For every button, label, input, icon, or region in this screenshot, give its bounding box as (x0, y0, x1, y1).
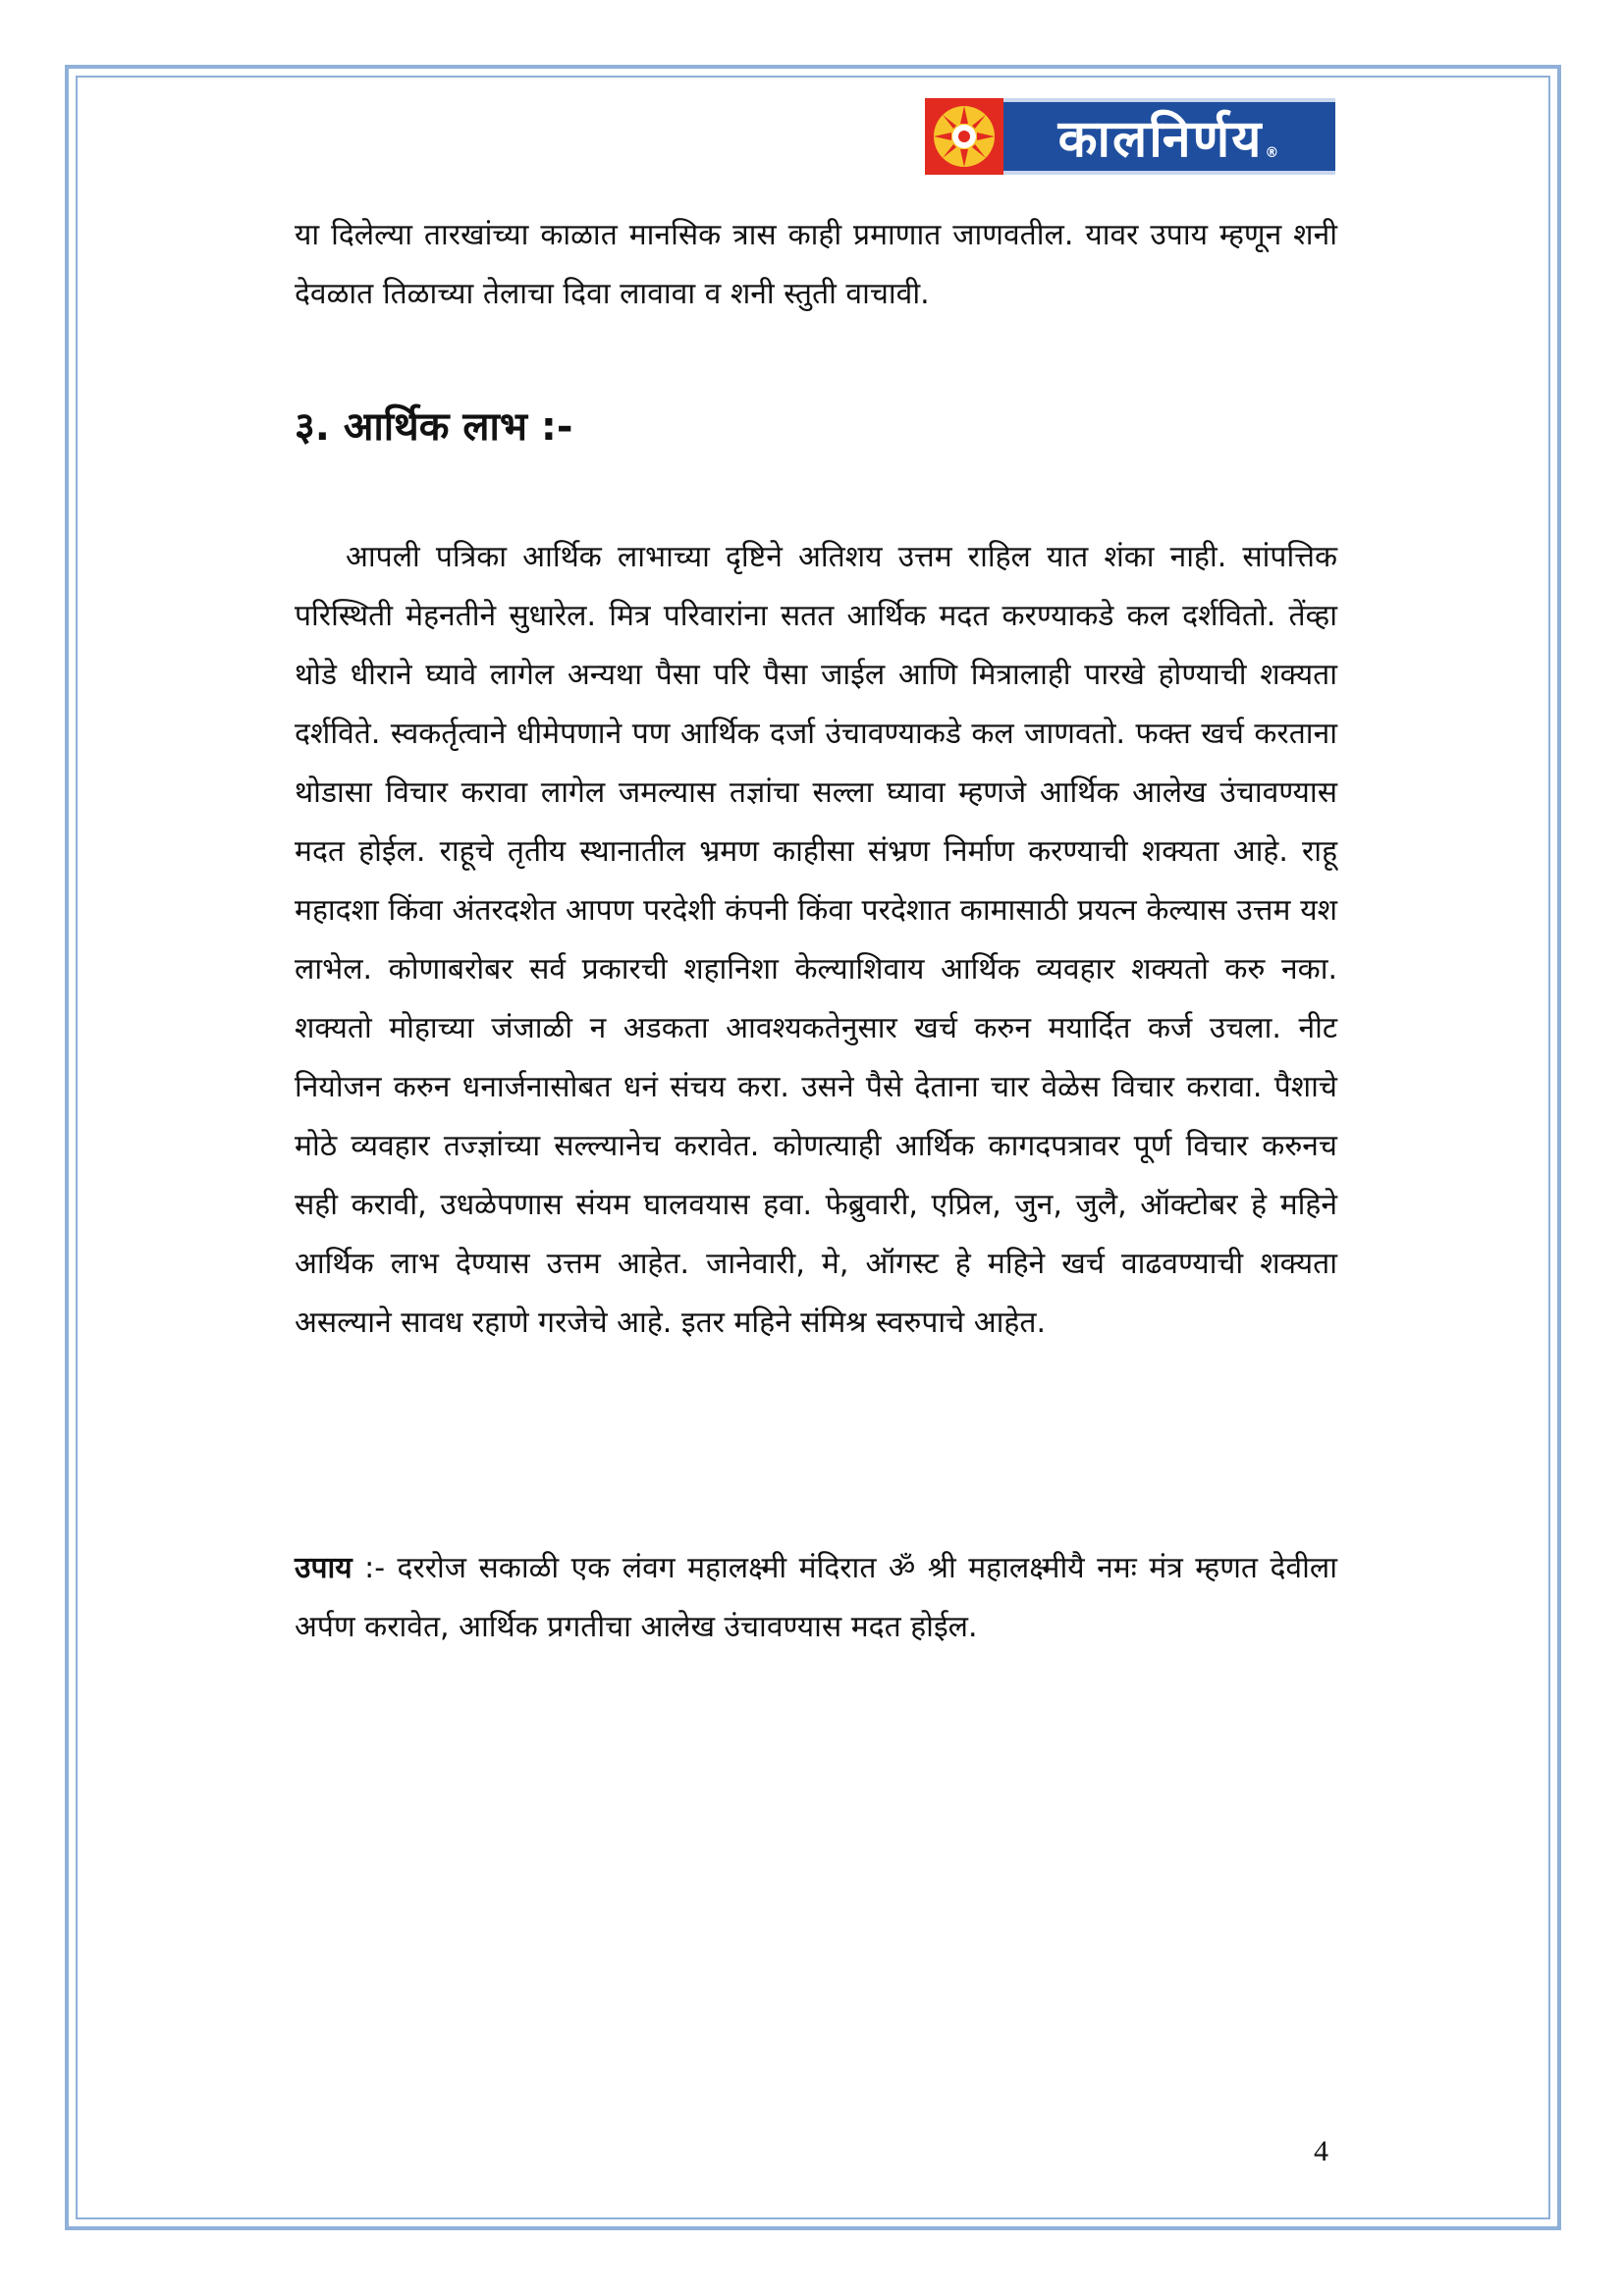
remedy-text: :- दररोज सकाळी एक लंवग महालक्ष्मी मंदिरात ॐ श्री महालक्ष्मीयै नमः मंत्र म्हणत देवीला अर्पण करावेत, आर्थिक प्रगतीचा आलेख उंचावण्यास मदत होईल. (295, 1551, 1337, 1644)
remedy-label: उपाय (295, 1551, 352, 1585)
logo-wordmark (1003, 98, 1335, 175)
registered-mark: ® (1265, 145, 1281, 161)
logo-text: कालनिर्णय (1057, 109, 1264, 169)
sun-icon (925, 98, 1003, 175)
intro-paragraph: या दिलेल्या तारखांच्या काळात मानसिक त्रास काही प्रमाणात जाणवतील. यावर उपाय म्हणून शनी देवळात तिळाच्या तेलाचा दिवा लावावा व शनी स्तुती वाचावी. (295, 218, 1337, 311)
section-heading: ३. आर्थिक लाभ :- (295, 404, 573, 450)
kalnirnay-logo (925, 98, 1335, 175)
section-body: आपली पत्रिका आर्थिक लाभाच्या दृष्टिने अतिशय उत्तम राहिल यात शंका नाही. सांपत्तिक परिस्थिती मेहनतीने सुधारेल. मित्र परिवारांना सतत आर्थिक मदत करण्याकडे कल दर्शवितो. तेंव्हा थोडे धीराने घ्यावे लागेल अन्यथा पैसा परि पैसा जाईल आणि मित्रालाही पारखे होण्याची शक्यता दर्शविते. स्वकर्तृत्वाने धीमेपणाने पण आर्थिक दर्जा उंचावण्याकडे कल जाणवतो. फक्त खर्च करताना थोडासा विचार करावा लागेल जमल्यास तज्ञांचा सल्ला घ्यावा म्हणजे आर्थिक आलेख उंचावण्यास मदत होईल. राहूचे तृतीय स्थानातील भ्रमण काहीसा संभ्रण निर्माण करण्याची शक्यता आहे. राहू महादशा किंवा अंतरदशेत आपण परदेशी कंपनी किंवा परदेशात कामासाठी प्रयत्न केल्यास उत्तम यश लाभेल. कोणाबरोबर सर्व प्रकारची शहानिशा केल्याशिवाय आर्थिक व्यवहार शक्यतो करु नका. शक्यतो मोहाच्या जंजाळी न अडकता आवश्यकतेनुसार खर्च करुन मयार्दित कर्ज उचला. नीट नियोजन करुन धनार्जनासोबत धनं संचय करा. उसने पैसे देताना चार वेळेस विचार करावा. पैशाचे मोठे व्यवहार तज्ज्ञांच्या सल्ल्यानेच करावेत. कोणत्याही आर्थिक कागदपत्रावर पूर्ण विचार करुनच सही करावी, उधळेपणास संयम घालवयास हवा. फेब्रुवारी, एप्रिल, जुन, जुलै, ऑक्टोबर हे महिने आर्थिक लाभ देण्यास उत्तम आहेत. जानेवारी, मे, ऑगस्ट हे महिने खर्च वाढवण्याची शक्यता असल्याने सावध रहाणे गरजेचे आहे. इतर महिने संमिश्र स्वरुपाचे आहेत. (295, 540, 1337, 1340)
page-number: 4 (1314, 2135, 1328, 2167)
remedy-paragraph (295, 1539, 1337, 1657)
